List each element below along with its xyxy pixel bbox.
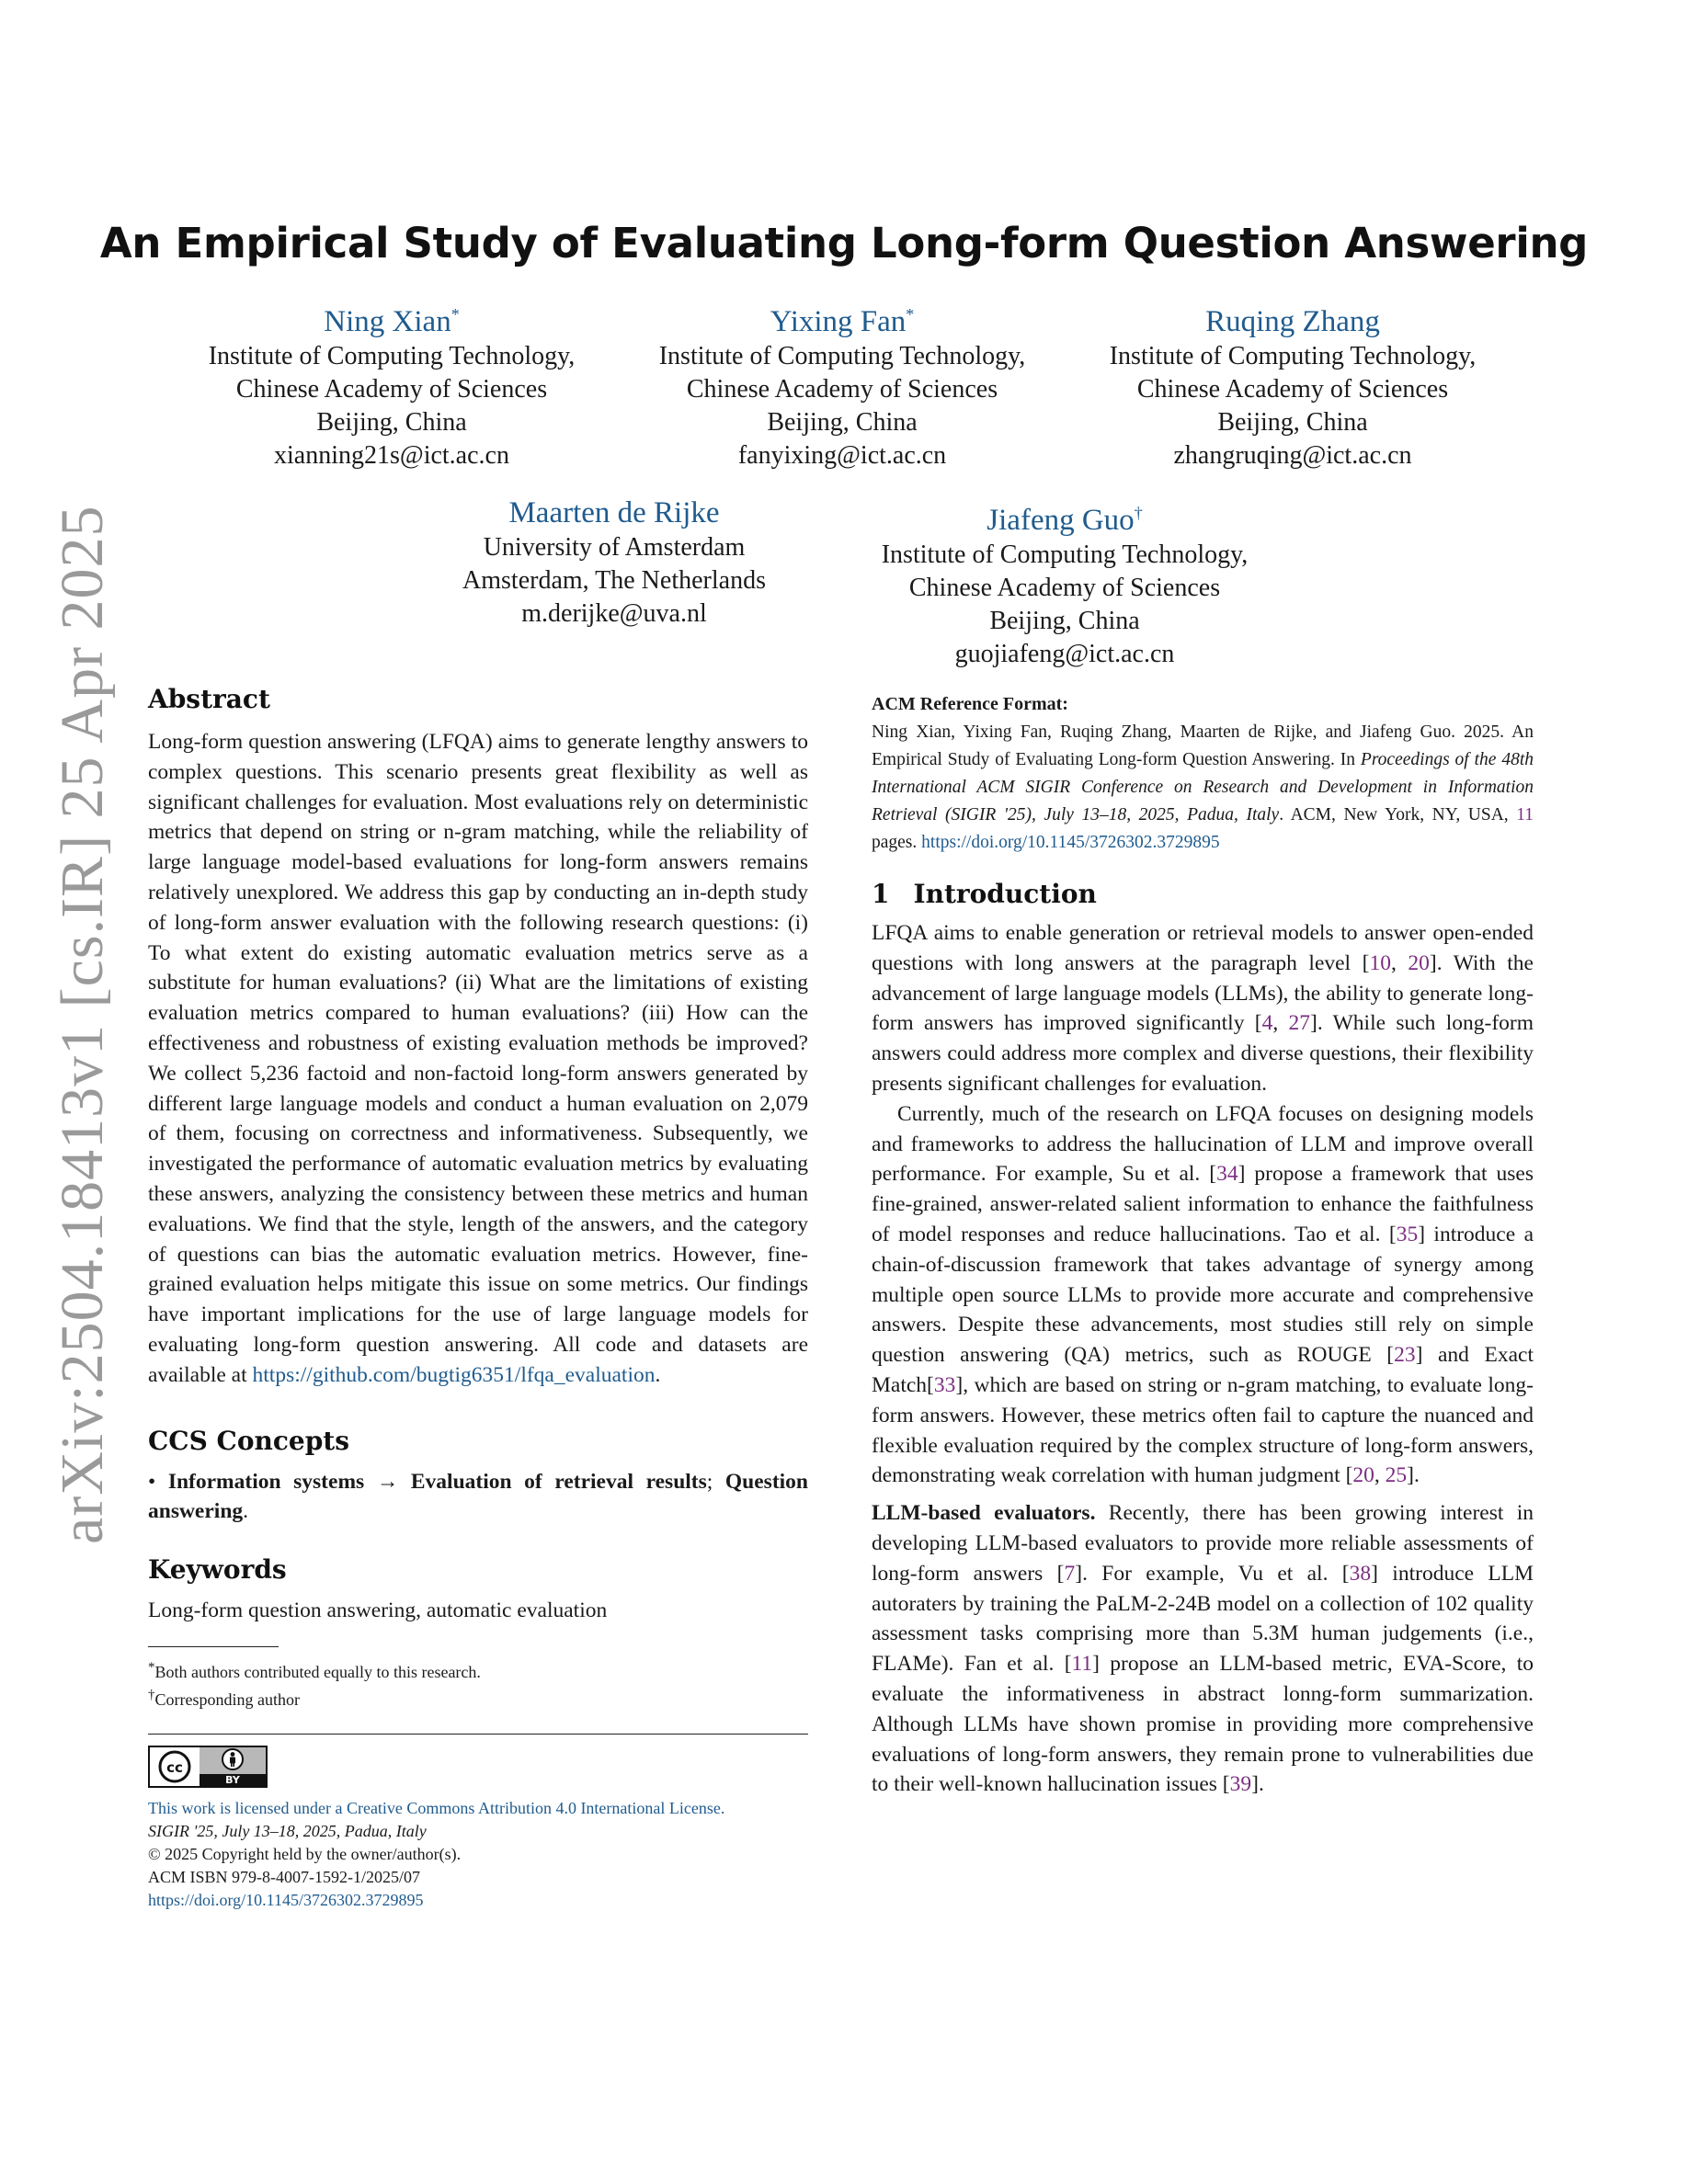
- author-name[interactable]: Maarten de Rijke: [508, 496, 720, 529]
- license-venue: SIGIR '25, July 13–18, 2025, Padua, Italy: [148, 1821, 427, 1840]
- license-end: .: [720, 1798, 725, 1817]
- author-location: Beijing, China: [316, 408, 467, 437]
- section-title: Introduction: [913, 879, 1097, 909]
- text-run: ] introduce LLM autoraters by training the PaLM-2-24B model on a collection of 102 quality assessment tasks comprising more than 5.3M human judgements (i.e., FLAMe). Fan et al. [: [872, 1561, 1534, 1677]
- citation-link[interactable]: 25: [1385, 1463, 1408, 1488]
- keywords-body: Long-form question answering, automatic evaluation: [148, 1598, 608, 1623]
- citation-link[interactable]: 39: [1229, 1772, 1252, 1797]
- ccs-separator: ;: [706, 1469, 725, 1494]
- acm-ref-venue: Proceedings of the 48th International ACM SIGIR Conference on Research and Development in Information Retrieval (SIGIR '25), July 13–18, 2025, Padua, Italy: [872, 750, 1534, 825]
- author-affiliation: University of Amsterdam: [483, 533, 746, 562]
- left-column: [148, 684, 808, 1912]
- ccs-heading: CCS Concepts: [148, 1425, 349, 1456]
- acm-ref-doi-link[interactable]: https://doi.org/10.1145/3726302.3729895: [921, 833, 1220, 852]
- keywords-heading: Keywords: [148, 1554, 287, 1586]
- right-column: [872, 691, 1534, 1800]
- author-location: Beijing, China: [767, 408, 918, 437]
- author-name[interactable]: Ruqing Zhang: [1205, 305, 1380, 338]
- ccs-bullet: •: [148, 1469, 168, 1494]
- arxiv-side-stamp: arXiv:2504.18413v1 [cs.IR] 25 Apr 2025: [49, 505, 116, 1544]
- author-name[interactable]: Jiafeng Guo: [987, 504, 1135, 537]
- citation-link[interactable]: 10: [1369, 950, 1391, 975]
- text-run: ].: [1407, 1463, 1420, 1488]
- author-block-1: [180, 296, 603, 472]
- cc-by-label: BY: [200, 1774, 266, 1786]
- footnote-rule: [148, 1646, 279, 1647]
- cc-logo-icon: [150, 1747, 200, 1786]
- text-run: ]. With the advancement of large language models (LLMs), the ability to generate long-form answers has improved significantly [: [872, 950, 1534, 1036]
- author-affiliation: Institute of Computing Technology,: [881, 540, 1249, 569]
- intro-paragraph-3: [872, 1498, 1534, 1800]
- license-text: This work is licensed under a: [148, 1798, 347, 1817]
- author-affiliation: Chinese Academy of Sciences: [908, 574, 1221, 602]
- citation-link[interactable]: 33: [933, 1372, 956, 1397]
- text-run: ,: [1390, 950, 1409, 975]
- license-isbn: ACM ISBN 979-8-4007-1592-1/2025/07: [148, 1867, 420, 1886]
- author-mark: *: [906, 305, 915, 324]
- cc-by-badge[interactable]: [148, 1746, 808, 1788]
- ccs-concept: Evaluation of retrieval results: [410, 1469, 707, 1494]
- text-run: ] introduce a chain-of-discussion framework that takes advantage of synergy among multiple open source LLMs to provide more accurate and comprehensive answers. Despite these advancements, most studies still rely on simple question answering (QA) metrics, such as ROUGE [: [872, 1222, 1534, 1368]
- acm-ref-text: Ning Xian, Yixing Fan, Ruqing Zhang, Maarten de Rijke, and Jiafeng Guo. 2025. An Empirical Study of Evaluating Long-form Question Answering. In: [872, 722, 1534, 769]
- ccs-end: .: [243, 1499, 249, 1524]
- text-run: ]. While such long-form answers could address more complex and diverse questions, their flexibility presents significant challenges for evaluation.: [872, 1011, 1534, 1096]
- abstract-body: [148, 727, 808, 1391]
- abstract-heading: Abstract: [148, 684, 270, 714]
- paragraph-lead: LLM-based evaluators.: [872, 1501, 1096, 1526]
- text-run: ] propose an LLM-based metric, EVA-Score, to evaluate the informativeness in abstract lonng-form summarization. Although LLMs have shown promise in providing more comprehensive evaluations of long-form answers, they remain prone to vulnerabilities due to their well-known hallucination issues [: [872, 1652, 1534, 1797]
- license-line-1: [148, 1797, 808, 1820]
- author-block-3: [1081, 296, 1504, 472]
- code-repo-link[interactable]: https://github.com/bugtig6351/lfqa_evaluation: [252, 1362, 656, 1387]
- citation-link[interactable]: 20: [1408, 950, 1430, 975]
- author-mark: *: [451, 305, 460, 324]
- citation-link[interactable]: 4: [1261, 1011, 1273, 1036]
- text-run: ,: [1374, 1463, 1386, 1488]
- footnote-mark: †: [148, 1687, 155, 1702]
- author-affiliation: Chinese Academy of Sciences: [235, 375, 548, 404]
- intro-paragraph-2: [872, 1099, 1534, 1491]
- citation-link[interactable]: 11: [1071, 1652, 1093, 1677]
- footnote-text: Corresponding author: [154, 1689, 300, 1709]
- author-email: fanyixing@ict.ac.cn: [737, 441, 947, 470]
- author-email: xianning21s@ict.ac.cn: [274, 441, 509, 470]
- author-email: zhangruqing@ict.ac.cn: [1173, 441, 1412, 470]
- text-run: ]. For example, Vu et al. [: [1075, 1561, 1350, 1586]
- text-run: ,: [1272, 1011, 1289, 1036]
- attribution-person-icon: [221, 1747, 245, 1771]
- license-doi-link[interactable]: https://doi.org/10.1145/3726302.3729895: [148, 1890, 424, 1909]
- author-affiliation: Institute of Computing Technology,: [208, 342, 576, 370]
- citation-link[interactable]: 7: [1064, 1561, 1076, 1586]
- svg-text:cc: cc: [166, 1758, 183, 1776]
- author-affiliation: Institute of Computing Technology,: [1109, 342, 1477, 370]
- citation-link[interactable]: 34: [1216, 1162, 1238, 1187]
- author-affiliation: Amsterdam, The Netherlands: [462, 566, 766, 595]
- text-run: ] and Exact Match[: [872, 1343, 1534, 1397]
- section-number: 1: [872, 879, 890, 909]
- acm-ref-heading: ACM Reference Format:: [872, 694, 1068, 714]
- citation-link[interactable]: 27: [1288, 1011, 1311, 1036]
- intro-heading: [872, 879, 1534, 909]
- ccs-concept: Information systems: [167, 1469, 365, 1494]
- text-run: Recently, there has been growing interest in developing LLM-based evaluators to provide more reliable assessments of long-form answers [: [872, 1501, 1534, 1586]
- license-link[interactable]: Creative Commons Attribution 4.0 International License: [346, 1798, 721, 1817]
- author-name[interactable]: Ning Xian: [324, 305, 451, 338]
- author-email: m.derijke@uva.nl: [521, 599, 707, 628]
- text-run: LFQA aims to enable generation or retrieval models to answer open-ended questions with long answers at the paragraph level [: [872, 921, 1534, 975]
- text-run: Currently, much of the research on LFQA focuses on designing models and frameworks to address the hallucination of LLM and improve overall performance. For example, Su et al. [: [872, 1101, 1534, 1187]
- footnote-1: [148, 1656, 808, 1684]
- text-run: ].: [1251, 1772, 1264, 1797]
- text-run: ], which are based on string or n-gram matching, to evaluate long-form answers. However, these metrics often fail to capture the nuanced and flexible evaluation required by the complex structure of long-form answers, demonstrating weak correlation with human judgment [: [872, 1372, 1534, 1488]
- abstract-end: .: [655, 1362, 661, 1387]
- abstract-text: Long-form question answering (LFQA) aims to generate lengthy answers to complex questions. This scenario presents great flexibility as well as significant challenges for evaluation. Most evaluations rely on deterministic metrics that depend on string or n-gram matching, while the reliability of large language model-based evaluations for long-form answers remains relatively unexplored. We address this gap by conducting an in-depth study of long-form answer evaluation with the following research questions: (i) To what extent do existing automatic evaluation metrics serve as a substitute for human evaluations? (ii) What are the limitations of existing evaluation metrics compared to human evaluations? (iii) How can the effectiveness and robustness of existing evaluation methods be improved? We collect 5,236 factoid and non-factoid long-form answers generated by different large language models and conduct a human evaluation on 2,079 of them, focusing on correctness and informativeness. Subsequently, we investigated the performance of automatic evaluation metrics by evaluating these answers, analyzing the consistency between these metrics and human evaluations. We find that the style, length of the answers, and the category of questions can bias the automatic evaluation metrics. However, fine-grained evaluation helps mitigate this issue on some metrics. Our findings have important implications for the use of large language models for evaluating long-form question answering. All code and datasets are available at: [148, 730, 808, 1387]
- author-block-5: [853, 495, 1276, 671]
- footnote-text: Both authors contributed equally to this research.: [154, 1662, 481, 1681]
- license-copyright: © 2025 Copyright held by the owner/author(s).: [148, 1844, 462, 1863]
- ccs-arrow: →: [364, 1469, 411, 1494]
- paper-title: An Empirical Study of Evaluating Long-form Question Answering: [99, 219, 1589, 267]
- footnote-mark: *: [148, 1659, 155, 1675]
- license-rule: [148, 1734, 808, 1735]
- footnote-2: [148, 1684, 808, 1712]
- acm-ref-body: [872, 719, 1534, 857]
- citation-link[interactable]: 23: [1394, 1343, 1416, 1368]
- author-location: Beijing, China: [1217, 408, 1368, 437]
- author-affiliation: Institute of Computing Technology,: [658, 342, 1026, 370]
- text-run: ] propose a framework that uses fine-grained, answer-related salient information to enhance the faithfulness of model responses and reduce hallucinations. Tao et al. [: [872, 1162, 1534, 1246]
- citation-link[interactable]: 38: [1349, 1561, 1372, 1586]
- acm-ref-text: pages.: [872, 833, 922, 852]
- ccs-concept: Question answering: [148, 1469, 809, 1524]
- author-mark: †: [1134, 504, 1143, 522]
- author-affiliation: Chinese Academy of Sciences: [686, 375, 998, 404]
- ccs-body: [148, 1467, 808, 1528]
- acm-ref-pages-link[interactable]: 11: [1516, 805, 1534, 825]
- acm-ref-text: . ACM, New York, NY, USA,: [1279, 805, 1517, 825]
- author-location: Beijing, China: [989, 607, 1140, 635]
- author-email: guojiafeng@ict.ac.cn: [954, 640, 1175, 668]
- citation-link[interactable]: 20: [1352, 1463, 1374, 1488]
- author-block-4: [403, 495, 826, 631]
- author-affiliation: Chinese Academy of Sciences: [1136, 375, 1449, 404]
- author-block-2: [631, 296, 1054, 472]
- author-name[interactable]: Yixing Fan: [770, 305, 907, 338]
- intro-paragraph-1: [872, 918, 1534, 1099]
- citation-link[interactable]: 35: [1396, 1222, 1419, 1246]
